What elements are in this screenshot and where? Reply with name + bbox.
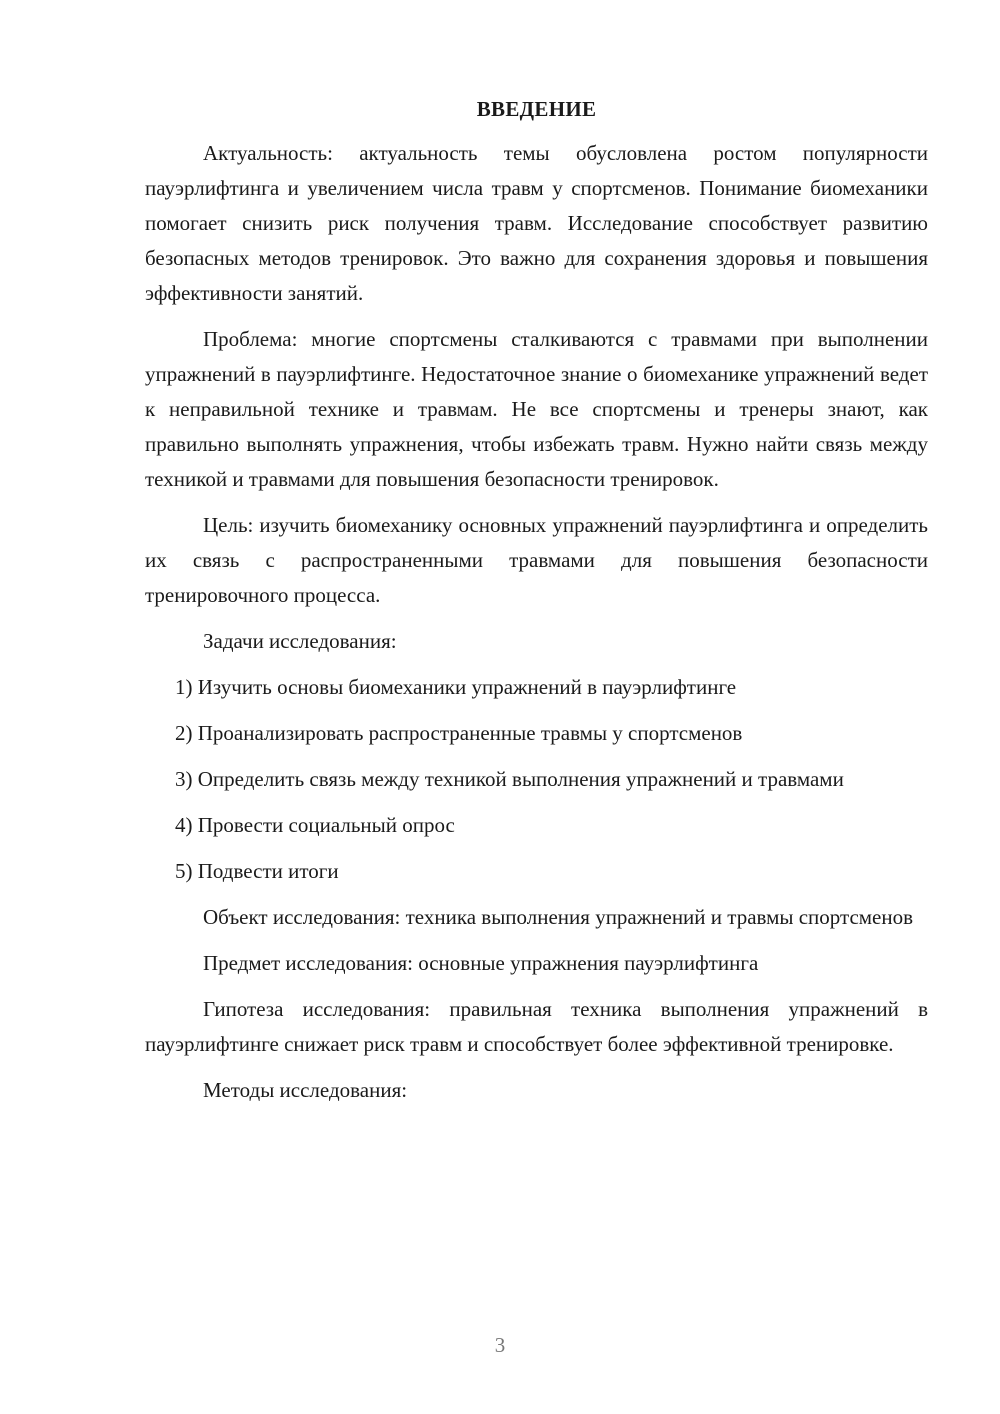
paragraph-subject: Предмет исследования: основные упражнения пауэрлифтинга — [203, 951, 759, 975]
document-page — [145, 92, 928, 1119]
paragraph-object: Объект исследования: техника выполнения упражнений и травмы спортсменов — [203, 905, 914, 929]
paragraph-hypothesis: Гипотеза исследования: правильная техника выполнения упражнений в пауэрлифтинге снижает риск травм и способствует более эффективной тренировке. — [145, 997, 928, 1056]
tasks-heading: Задачи исследования: — [203, 629, 397, 653]
task-item: 5) Подвести итоги — [175, 859, 339, 883]
page-number: 3 — [494, 1333, 506, 1357]
methods-heading: Методы исследования: — [203, 1078, 408, 1102]
task-item: 3) Определить связь между техникой выполнения упражнений и травмами — [175, 767, 844, 791]
paragraph-relevance: Актуальность: актуальность темы обусловлена ростом популярности пауэрлифтинга и увеличением числа травм у спортсменов. Понимание биомеханики помогает снизить риск получения травм. Исследование способствует развитию безопасных методов тренировок. Это важно для сохранения здоровья и повышения эффективности занятий. — [145, 141, 928, 305]
paragraph-goal: Цель: изучить биомеханику основных упражнений пауэрлифтинга и определить их связь с распространенными травмами для повышения безопасности тренировочного процесса. — [145, 513, 928, 607]
task-item: 4) Провести социальный опрос — [175, 813, 455, 837]
task-item: 1) Изучить основы биомеханики упражнений в пауэрлифтинге — [175, 675, 737, 699]
paragraph-problem: Проблема: многие спортсмены сталкиваются с травмами при выполнении упражнений в пауэрлифтинге. Недостаточное знание о биомеханике упражнений ведет к неправильной технике и травмам. Не все спортсмены и тренеры знают, как правильно выполнять упражнения, чтобы избежать травм. Нужно найти связь между техникой и травмами для повышения безопасности тренировок. — [145, 327, 928, 491]
task-item: 2) Проанализировать распространенные травмы у спортсменов — [175, 721, 743, 745]
section-title: ВВЕДЕНИЕ — [476, 97, 597, 121]
